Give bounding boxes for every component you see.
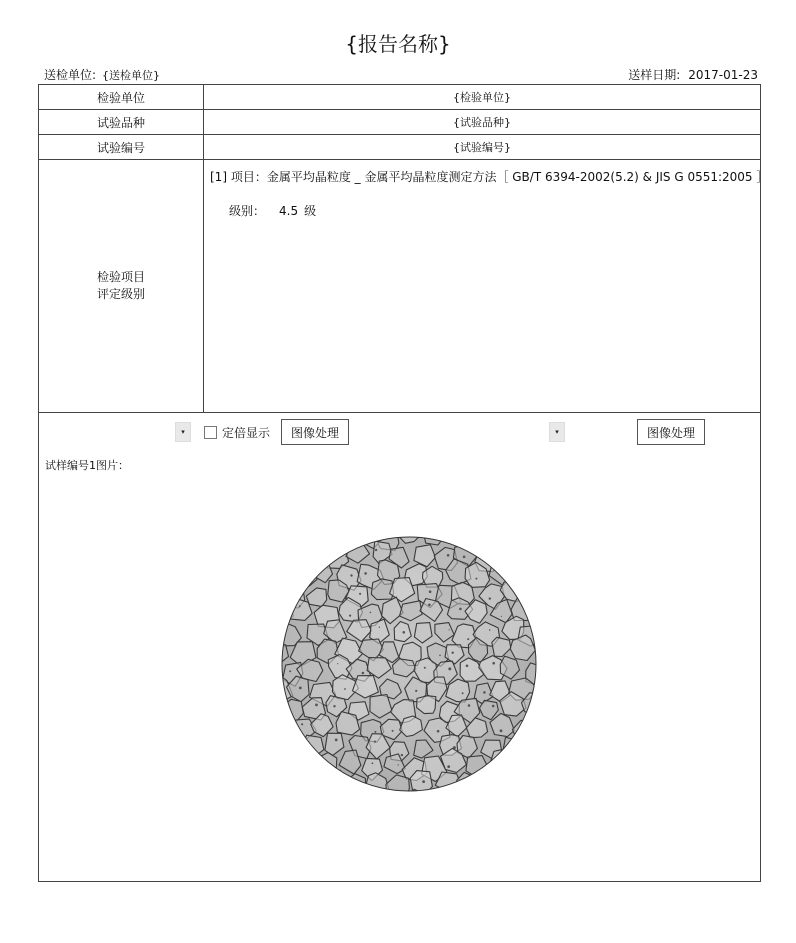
result-row xyxy=(39,160,769,413)
inspection-unit-value: {检验单位} xyxy=(453,91,511,104)
inclusion-spot xyxy=(429,590,432,593)
inclusion-spot xyxy=(349,615,351,617)
grain-boundary xyxy=(332,536,356,543)
test-number-label: 试验编号 xyxy=(39,135,204,159)
date-value: 2017-01-23 xyxy=(688,68,758,82)
inclusion-spot xyxy=(347,536,350,538)
inclusion-spot xyxy=(439,655,441,657)
grain-boundary xyxy=(490,750,514,775)
grain-boundary xyxy=(281,546,306,569)
inclusion-spot xyxy=(299,605,301,607)
grain-boundary xyxy=(521,770,537,792)
inclusion-spot xyxy=(362,672,365,675)
grain-boundary xyxy=(448,791,471,792)
test-variety-value: {试验品种} xyxy=(453,116,511,129)
grade-unit: 级 xyxy=(304,204,317,218)
inclusion-spot xyxy=(514,765,516,767)
inclusion-spot xyxy=(437,730,440,733)
chevron-down-icon: ▾ xyxy=(555,428,559,436)
inclusion-spot xyxy=(463,556,466,559)
test-variety-label: 试验品种 xyxy=(39,110,204,134)
inclusion-spot xyxy=(288,784,290,786)
inclusion-spot xyxy=(500,729,503,732)
image-processing-button-1[interactable]: 图像处理 xyxy=(281,419,349,445)
inclusion-spot xyxy=(379,627,380,628)
grain-boundary xyxy=(325,770,347,792)
dropdown-1[interactable] xyxy=(175,422,191,442)
grain-boundary xyxy=(532,562,537,586)
inclusion-spot xyxy=(372,762,374,764)
image-processing-button-2[interactable]: 图像处理 xyxy=(637,419,705,445)
inclusion-spot xyxy=(364,572,367,575)
grain-boundary xyxy=(533,600,537,620)
grain-boundary xyxy=(475,769,500,792)
grain-boundary xyxy=(324,544,349,568)
inclusion-spot xyxy=(448,667,451,670)
inclusion-spot xyxy=(370,612,372,614)
inclusion-spot xyxy=(447,554,450,557)
inclusion-spot xyxy=(415,690,417,692)
inclusion-spot xyxy=(531,706,532,707)
grain-boundary xyxy=(516,536,538,548)
grain-boundary xyxy=(410,771,432,792)
inclusion-spot xyxy=(315,704,318,707)
grain-boundary xyxy=(357,790,377,792)
inclusion-spot xyxy=(428,604,431,607)
sender-value: {送检单位} xyxy=(102,69,161,82)
grain-boundary xyxy=(281,749,295,775)
inclusion-spot xyxy=(333,705,335,707)
inclusion-spot xyxy=(475,578,477,580)
inclusion-spot xyxy=(301,723,303,725)
inclusion-spot xyxy=(422,780,425,783)
inspection-item-label: 检验项目 xyxy=(96,270,145,284)
inclusion-spot xyxy=(289,670,291,672)
inclusion-spot xyxy=(501,616,502,617)
inclusion-spot xyxy=(489,597,491,599)
grade-value: 4.5 xyxy=(279,204,299,218)
inclusion-spot xyxy=(335,739,338,742)
inclusion-spot xyxy=(489,629,491,631)
sender-label: 送检单位: xyxy=(44,68,97,82)
inclusion-spot xyxy=(453,746,456,749)
inclusion-spot xyxy=(467,638,469,640)
table-row xyxy=(39,135,760,160)
image-caption: 试样编号1图片： xyxy=(45,459,129,472)
table-row xyxy=(39,110,760,135)
inclusion-spot xyxy=(374,741,376,743)
grain-boundary xyxy=(303,775,326,793)
grain-boundary xyxy=(468,536,493,551)
inclusion-spot xyxy=(452,652,454,654)
grain-boundary xyxy=(518,544,537,568)
inclusion-spot xyxy=(350,574,352,576)
grain-boundary xyxy=(281,536,292,548)
grain-boundary xyxy=(316,790,338,792)
grain-boundary xyxy=(281,776,302,792)
fixed-magnification-checkbox[interactable] xyxy=(204,426,217,439)
date-label: 送样日期: xyxy=(628,68,681,82)
sample-date-info xyxy=(628,66,758,83)
grade-rating-label: 评定级别 xyxy=(96,287,145,301)
grain-boundary xyxy=(524,579,537,599)
inclusion-spot xyxy=(375,549,377,551)
inclusion-spot xyxy=(497,541,499,543)
grain-boundary xyxy=(532,716,537,740)
grain-boundary xyxy=(503,543,521,565)
inclusion-spot xyxy=(398,764,399,765)
grain-boundary xyxy=(504,774,526,792)
table-row xyxy=(39,85,760,110)
grain-boundary xyxy=(510,761,530,780)
chevron-down-icon: ▾ xyxy=(181,428,185,436)
grain-boundary xyxy=(486,791,510,792)
inclusion-spot xyxy=(337,663,338,664)
inclusion-spot xyxy=(462,692,464,694)
grain-boundary xyxy=(336,712,360,736)
report-title: {报告名称} xyxy=(345,32,451,56)
grain-boundary xyxy=(302,545,322,566)
grade-line xyxy=(229,202,316,219)
inclusion-spot xyxy=(403,631,406,634)
metallographic-image xyxy=(281,536,537,792)
inspection-item-text: [1] 项目：金属平均晶粒度 _ 金属平均晶粒度测定方法［ GB/T 6394-2002(5.2) & JIS G 0551:2005 ］ xyxy=(210,170,769,184)
inclusion-spot xyxy=(344,688,346,690)
inclusion-spot xyxy=(299,687,302,690)
grain-boundary xyxy=(491,536,511,552)
inclusion-spot xyxy=(492,662,495,665)
grain-boundary xyxy=(535,536,538,548)
grain-boundary xyxy=(293,564,318,586)
inclusion-spot xyxy=(449,629,450,630)
grain-boundary xyxy=(525,737,537,757)
inclusion-spot xyxy=(401,754,403,756)
sender-info xyxy=(44,66,160,83)
inclusion-spot xyxy=(374,731,376,733)
grain-boundary xyxy=(281,738,301,758)
inclusion-spot xyxy=(392,730,394,732)
inclusion-spot xyxy=(486,778,488,780)
inclusion-spot xyxy=(459,608,462,611)
grain-boundary xyxy=(291,757,311,778)
inclusion-spot xyxy=(466,665,469,668)
inclusion-spot xyxy=(447,765,450,768)
fixed-magnification-label: 定倍显示 xyxy=(222,426,271,440)
grain-boundary xyxy=(281,564,289,586)
inclusion-spot xyxy=(359,593,361,595)
inclusion-spot xyxy=(293,560,295,562)
grain-boundary xyxy=(503,737,522,758)
report-table xyxy=(38,84,769,882)
result-label xyxy=(39,160,204,412)
inclusion-spot xyxy=(492,705,495,708)
test-number-value: {试验编号} xyxy=(453,141,511,154)
inclusion-spot xyxy=(483,691,486,694)
grain-boundary xyxy=(515,561,537,581)
grain-boundary xyxy=(295,536,315,547)
dropdown-2[interactable] xyxy=(549,422,565,442)
grain-boundary xyxy=(371,579,393,600)
image-toolbar xyxy=(39,413,760,453)
inspection-unit-label: 检验单位 xyxy=(39,85,204,109)
inclusion-spot xyxy=(468,704,471,707)
inclusion-spot xyxy=(302,766,304,768)
grain-boundary xyxy=(311,536,335,545)
inclusion-spot xyxy=(424,667,426,669)
grain-boundary xyxy=(281,716,290,737)
grade-label: 级别： xyxy=(229,204,266,218)
